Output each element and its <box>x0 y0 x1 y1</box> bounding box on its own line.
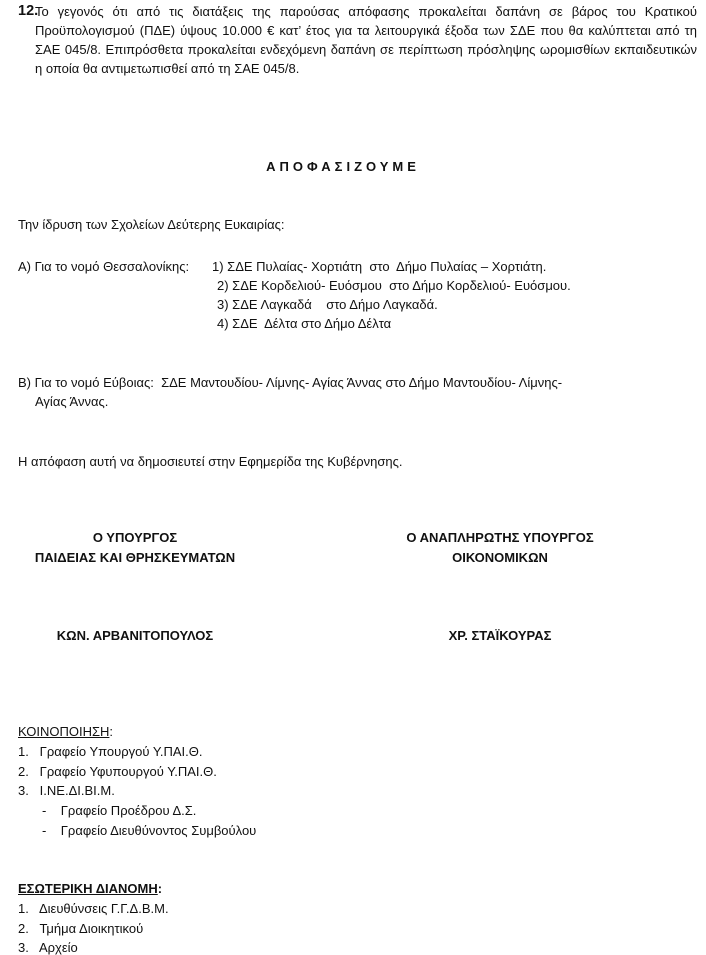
section-b-line: Β) Για το νομό Εύβοιας: ΣΔΕ Μαντουδίου- Λίμνης- Αγίας Άννας στο Δήμο Μαντουδίου- Λίμνης- <box>18 375 563 390</box>
right-signatory-title: Ο ΑΝΑΠΛΗΡΩΤΗΣ ΥΠΟΥΡΓΟΣ <box>406 530 594 545</box>
item-12-paragraph: Το γεγονός ότι από τις διατάξεις της παρούσας απόφασης προκαλείται δαπάνη σε βάρος του Κρατικού Προϋπολογισμού (ΠΔΕ) ύψους 10.000 € κατ’ έτος για τα λειτουργικά έξοδα των ΣΔΕ που θα καλύπτεται από τη ΣΑΕ 045/8. Επιπρόσθετα προκαλείται ενδεχόμενη δαπάνη σε περίπτωση πρόσληψης ωρομισθίων εκπαιδευτικών η οποία θα αντιμετωπισθεί από τη ΣΑΕ 045/8. <box>35 4 697 76</box>
internal-item: 1. Διευθύνσεις Γ.Γ.Δ.Β.Μ. <box>18 901 169 916</box>
intro-text: Την ίδρυση των Σχολείων Δεύτερης Ευκαιρίας: <box>18 217 285 232</box>
internal-title: ΕΣΩΤΕΡΙΚΗ ΔΙΑΝΟΜΗ <box>18 881 158 896</box>
right-signatory-title: ΟΙΚΟΝΟΜΙΚΩΝ <box>452 550 548 565</box>
distribution-item: 1. Γραφείο Υπουργού Υ.ΠΑΙ.Θ. <box>18 744 203 759</box>
right-signatory-name: ΧΡ. ΣΤΑΪΚΟΥΡΑΣ <box>448 628 552 643</box>
left-signatory-name: ΚΩΝ. ΑΡΒΑΝΙΤΟΠΟΥΛΟΣ <box>56 628 214 643</box>
decision-heading: ΑΠΟΦΑΣΙΖΟΥΜΕ <box>266 159 420 174</box>
internal-item: 3. Αρχείο <box>18 940 78 955</box>
left-signatory-title: Ο ΥΠΟΥΡΓΟΣ <box>92 530 178 545</box>
publication-text: Η απόφαση αυτή να δημοσιευτεί στην Εφημερίδα της Κυβέρνησης. <box>18 454 403 469</box>
section-a-item: 4) ΣΔΕ Δέλτα στο Δήμο Δέλτα <box>217 316 392 331</box>
internal-heading <box>18 879 162 898</box>
section-b-line: Αγίας Άννας. <box>35 394 109 409</box>
distribution-title: ΚΟΙΝΟΠΟΙΗΣΗ <box>18 724 110 739</box>
distribution-item: 3. Ι.ΝΕ.ΔΙ.ΒΙ.Μ. <box>18 783 115 798</box>
section-a-item: 2) ΣΔΕ Κορδελιού- Ευόσμου στο Δήμο Κορδελιού- Ευόσμου. <box>217 278 571 293</box>
internal-item: 2. Τμήμα Διοικητικού <box>18 921 144 936</box>
left-signatory-title: ΠΑΙΔΕΙΑΣ ΚΑΙ ΘΡΗΣΚΕΥΜΑΤΩΝ <box>34 550 236 565</box>
item-number: 12. <box>18 3 39 19</box>
distribution-subitem: - Γραφείο Προέδρου Δ.Σ. <box>42 803 197 818</box>
section-a-item: 3) ΣΔΕ Λαγκαδά στο Δήμο Λαγκαδά. <box>217 297 438 312</box>
section-a-item: 1) ΣΔΕ Πυλαίας- Χορτιάτη στο Δήμο Πυλαίας – Χορτιάτη. <box>212 259 547 274</box>
internal-colon: : <box>157 881 163 896</box>
distribution-heading <box>18 722 113 741</box>
distribution-colon: : <box>109 724 114 739</box>
distribution-item: 2. Γραφείο Υφυπουργού Υ.ΠΑΙ.Θ. <box>18 764 217 779</box>
section-a-label: Α) Για το νομό Θεσσαλονίκης: <box>18 259 190 274</box>
distribution-subitem: - Γραφείο Διευθύνοντος Συμβούλου <box>42 823 257 838</box>
